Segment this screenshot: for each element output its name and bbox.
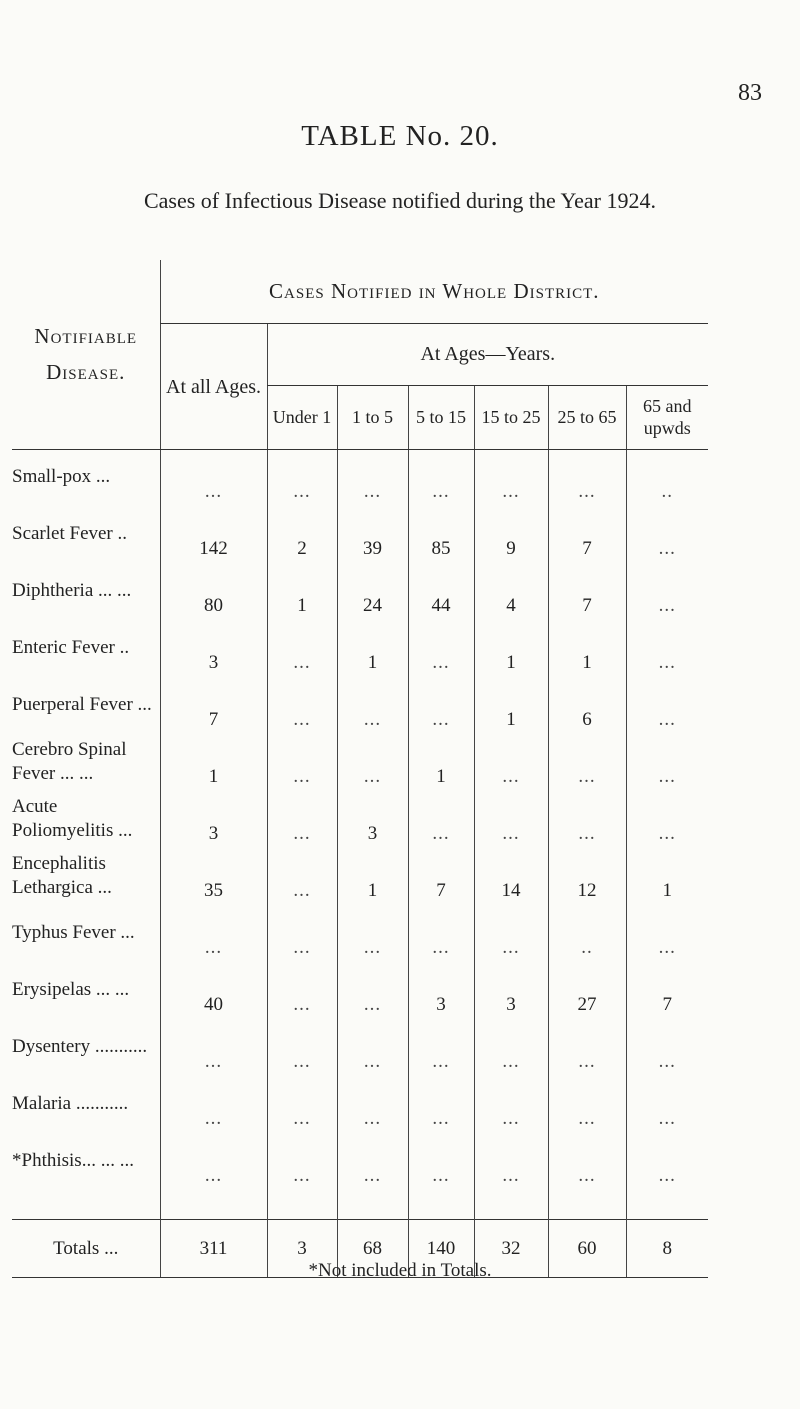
- cell-value: 39: [337, 507, 408, 564]
- cell-value: ...: [337, 1077, 408, 1134]
- cell-value: ...: [408, 621, 474, 678]
- cell-value: 1: [474, 678, 548, 735]
- table-row: [12, 792, 708, 849]
- cell-value: ...: [474, 1134, 548, 1191]
- header-disease-line2: Disease.: [46, 359, 126, 384]
- total-value: 32: [474, 1220, 548, 1278]
- totals-label: Totals ...: [12, 1220, 160, 1278]
- cell-value: ...: [408, 906, 474, 963]
- cell-value: 6: [548, 678, 626, 735]
- cell-value: 85: [408, 507, 474, 564]
- header-disease-line1: Notifiable: [34, 323, 138, 348]
- header-age-under-1: Under 1: [267, 386, 337, 450]
- cell-value: 7: [160, 678, 267, 735]
- cell-value: ...: [626, 621, 708, 678]
- cell-value: 3: [474, 963, 548, 1020]
- cell-value: ...: [267, 849, 337, 906]
- cell-value: ...: [267, 906, 337, 963]
- cell-value: ...: [267, 735, 337, 792]
- table-row: [12, 564, 708, 621]
- total-value: 68: [337, 1220, 408, 1278]
- cell-value: ...: [408, 1134, 474, 1191]
- cell-value: 44: [408, 564, 474, 621]
- cell-value: ...: [474, 1020, 548, 1077]
- cell-value: ...: [267, 1134, 337, 1191]
- header-age-5-to-15: 5 to 15: [408, 386, 474, 450]
- cell-value: ...: [267, 450, 337, 508]
- cell-value: ...: [160, 1134, 267, 1191]
- cell-value: ...: [548, 735, 626, 792]
- infectious-disease-table: [12, 260, 708, 1278]
- header-notifiable-disease: [12, 260, 160, 450]
- header-cases-notified: Cases Notified in Whole District.: [160, 260, 708, 324]
- cell-value: ...: [548, 450, 626, 508]
- cell-value: 3: [160, 792, 267, 849]
- cell-value: 3: [160, 621, 267, 678]
- cell-value: ...: [337, 450, 408, 508]
- footnote: *Not included in Totals.: [308, 1260, 492, 1281]
- cell-value: ...: [626, 678, 708, 735]
- cell-value: ...: [337, 963, 408, 1020]
- page-number: 83: [738, 80, 762, 106]
- cell-value: ...: [267, 963, 337, 1020]
- cell-value: ...: [267, 1077, 337, 1134]
- disease-name: Puerperal Fever ...: [12, 693, 152, 715]
- cell-value: ...: [408, 792, 474, 849]
- cell-value: 1: [548, 621, 626, 678]
- cell-value: 7: [548, 564, 626, 621]
- table-row: [12, 1077, 708, 1134]
- total-value: 140: [408, 1220, 474, 1278]
- cell-value: 1: [408, 735, 474, 792]
- cell-value: 2: [267, 507, 337, 564]
- disease-name: Enteric Fever ..: [12, 636, 130, 658]
- disease-name: Encephalitis Lethargica ...: [12, 852, 112, 898]
- cell-value: ...: [626, 1020, 708, 1077]
- disease-name: Malaria ...........: [12, 1092, 129, 1114]
- table-title: TABLE No. 20.: [301, 120, 499, 152]
- cell-value: ...: [267, 678, 337, 735]
- cell-value: 14: [474, 849, 548, 906]
- header-age-1-to-5: 1 to 5: [337, 386, 408, 450]
- cell-value: 1: [267, 564, 337, 621]
- cell-value: ...: [408, 450, 474, 508]
- cell-value: ..: [626, 450, 708, 508]
- cell-value: 35: [160, 849, 267, 906]
- disease-name: *Phthisis... ... ...: [12, 1149, 134, 1171]
- cell-value: ...: [337, 1020, 408, 1077]
- disease-name: Typhus Fever ...: [12, 921, 135, 943]
- cell-value: ...: [337, 678, 408, 735]
- spacer-row: [12, 1191, 708, 1220]
- cell-value: ...: [267, 621, 337, 678]
- cell-value: ...: [474, 1077, 548, 1134]
- cell-value: 1: [474, 621, 548, 678]
- table-row: [12, 1134, 708, 1191]
- cell-value: ...: [548, 792, 626, 849]
- cell-value: ..: [548, 906, 626, 963]
- cell-value: ...: [160, 1077, 267, 1134]
- cell-value: ...: [337, 906, 408, 963]
- cell-value: ...: [474, 450, 548, 508]
- disease-name: Small-pox ...: [12, 465, 111, 487]
- table-row: [12, 507, 708, 564]
- cell-value: 1: [626, 849, 708, 906]
- table-row: [12, 963, 708, 1020]
- cell-value: ...: [160, 450, 267, 508]
- table-subtitle: Cases of Infectious Disease notified during the Year 1924.: [143, 188, 656, 213]
- cell-value: ...: [408, 1020, 474, 1077]
- disease-name: Dysentery ...........: [12, 1035, 148, 1057]
- disease-name: Diphtheria ... ...: [12, 579, 132, 601]
- cell-value: 24: [337, 564, 408, 621]
- cell-value: 27: [548, 963, 626, 1020]
- disease-name: Scarlet Fever ..: [12, 522, 128, 544]
- cell-value: 3: [408, 963, 474, 1020]
- total-value: 8: [626, 1220, 708, 1278]
- header-at-ages-years: At Ages—Years.: [267, 324, 708, 386]
- cell-value: ...: [548, 1077, 626, 1134]
- cell-value: ...: [267, 1020, 337, 1077]
- cell-value: ...: [474, 735, 548, 792]
- cell-value: 40: [160, 963, 267, 1020]
- header-age-15-to-25: 15 to 25: [474, 386, 548, 450]
- cell-value: ...: [626, 1077, 708, 1134]
- cell-value: ...: [626, 1134, 708, 1191]
- cell-value: ...: [626, 735, 708, 792]
- cell-value: ...: [626, 792, 708, 849]
- cell-value: ...: [408, 678, 474, 735]
- cell-value: ...: [337, 735, 408, 792]
- table-row: [12, 849, 708, 906]
- cell-value: ...: [626, 507, 708, 564]
- cell-value: ...: [408, 1077, 474, 1134]
- cell-value: 7: [408, 849, 474, 906]
- header-age-65-and-upwds: 65 and upwds: [626, 386, 708, 450]
- disease-name: Acute Poliomyelitis ...: [12, 795, 133, 841]
- table-row: [12, 621, 708, 678]
- disease-name: Erysipelas ... ...: [12, 978, 130, 1000]
- cell-value: ...: [160, 906, 267, 963]
- table-body: [12, 450, 708, 1278]
- cell-value: 12: [548, 849, 626, 906]
- cell-value: ...: [626, 906, 708, 963]
- cell-value: 1: [160, 735, 267, 792]
- table-row: [12, 1020, 708, 1077]
- header-at-all-ages: At all Ages.: [160, 324, 267, 450]
- cell-value: 80: [160, 564, 267, 621]
- disease-name: Cerebro Spinal Fever ... ...: [12, 738, 127, 784]
- cell-value: 7: [548, 507, 626, 564]
- cell-value: 3: [337, 792, 408, 849]
- table-row: [12, 906, 708, 963]
- cell-value: 9: [474, 507, 548, 564]
- cell-value: ...: [548, 1020, 626, 1077]
- cell-value: ...: [626, 564, 708, 621]
- header-age-25-to-65: 25 to 65: [548, 386, 626, 450]
- cell-value: ...: [474, 792, 548, 849]
- cell-value: 7: [626, 963, 708, 1020]
- cell-value: ...: [160, 1020, 267, 1077]
- table-row: [12, 735, 708, 792]
- cell-value: 4: [474, 564, 548, 621]
- table-row: [12, 450, 708, 508]
- cell-value: ...: [474, 906, 548, 963]
- cell-value: 142: [160, 507, 267, 564]
- cell-value: ...: [548, 1134, 626, 1191]
- cell-value: 1: [337, 849, 408, 906]
- cell-value: ...: [267, 792, 337, 849]
- cell-value: ...: [337, 1134, 408, 1191]
- total-value: 60: [548, 1220, 626, 1278]
- total-value: 3: [267, 1220, 337, 1278]
- total-value: 311: [160, 1220, 267, 1278]
- table-row: [12, 678, 708, 735]
- cell-value: 1: [337, 621, 408, 678]
